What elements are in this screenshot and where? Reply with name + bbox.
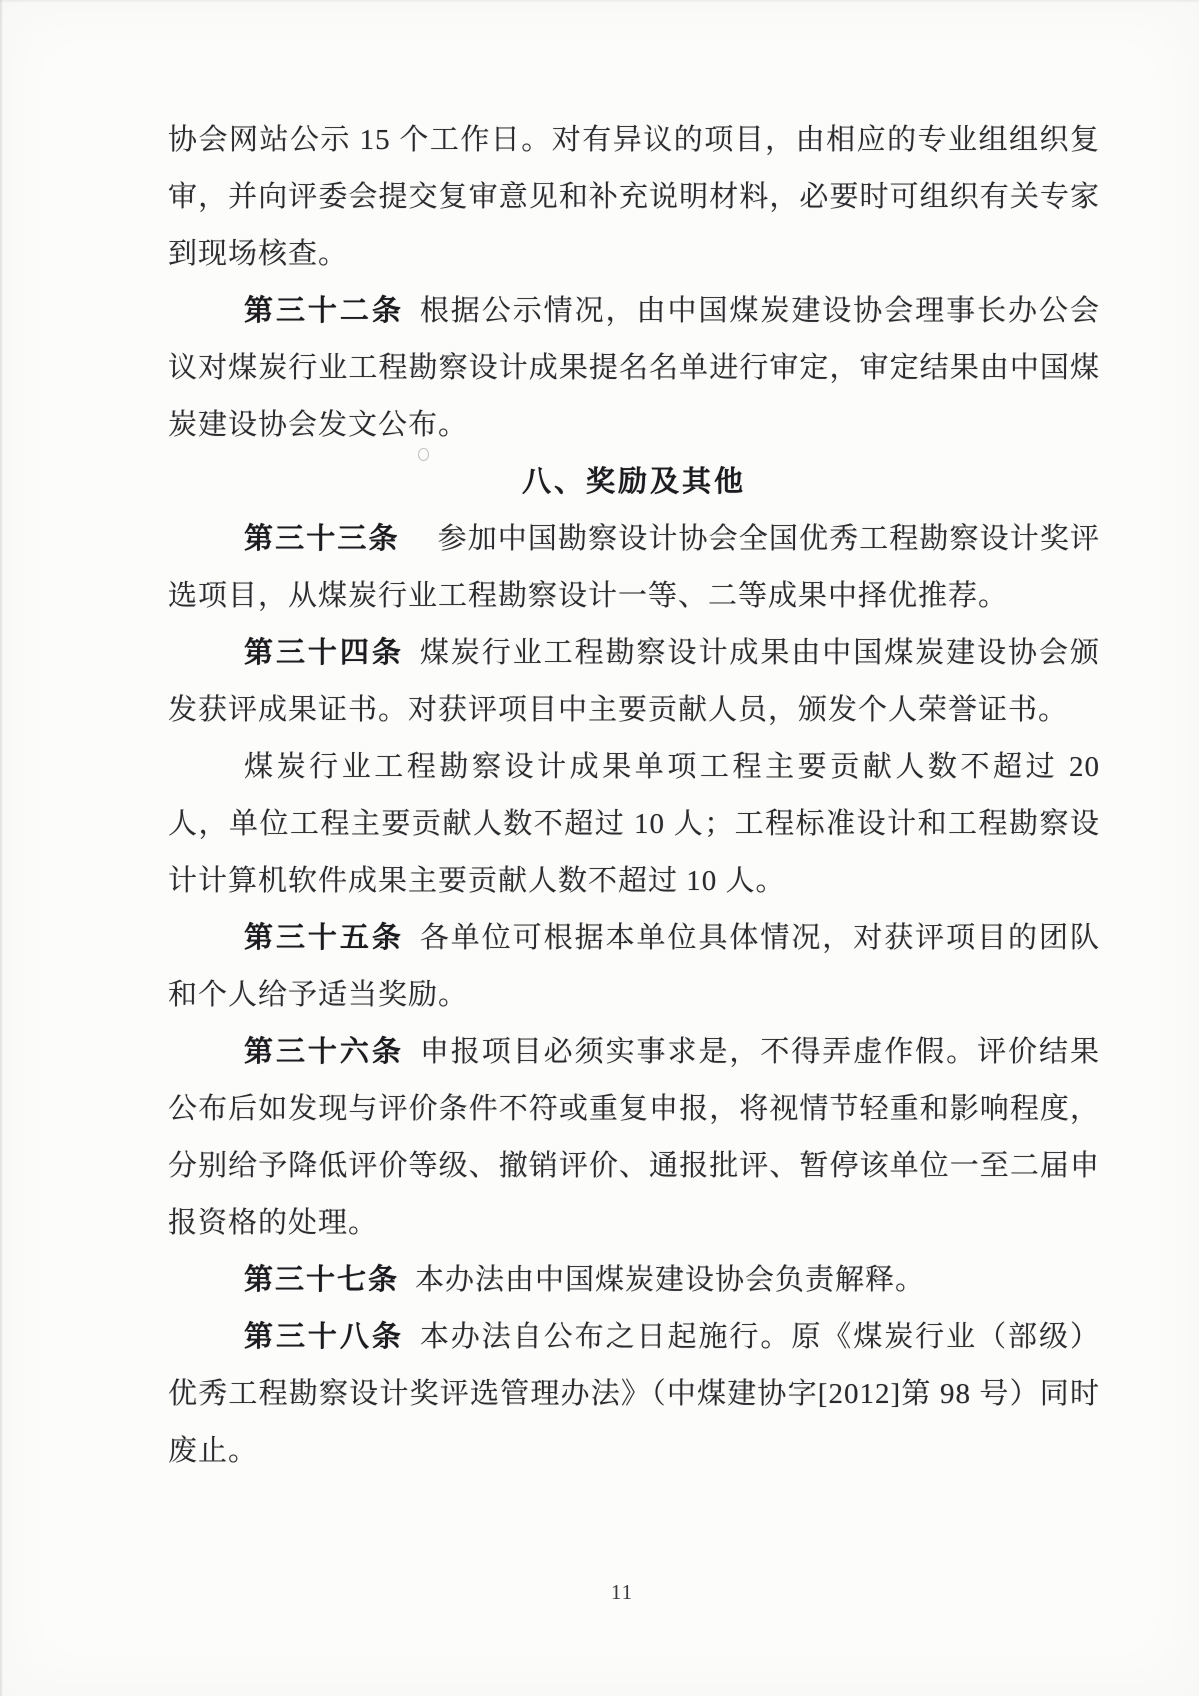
- page-number: 11: [610, 1580, 634, 1604]
- section-heading: 八、奖励及其他: [521, 466, 746, 498]
- paragraph: [168, 283, 1100, 454]
- article-number: 第三十八条: [244, 1321, 404, 1353]
- paragraph: [168, 739, 1100, 910]
- scan-artifact: [418, 448, 429, 461]
- article-number: 第三十二条: [244, 295, 404, 327]
- paragraph-text: 各单位可根据本单位具体情况，对获评项目的团队和个人给予适当奖励。: [168, 922, 1100, 1011]
- document-body: [168, 0, 1100, 1480]
- article-number: 第三十七条: [244, 1264, 400, 1296]
- article-number: 第三十四条: [244, 637, 404, 669]
- paragraph-text: 根据公示情况，由中国煤炭建设协会理事长办公会议对煤炭行业工程勘察设计成果提名名单进行审定，审定结果由中国煤炭建设协会发文公布。: [168, 295, 1100, 441]
- article-number: 第三十三条: [244, 523, 400, 555]
- paragraph-text: 煤炭行业工程勘察设计成果由中国煤炭建设协会颁发获评成果证书。对获评项目中主要贡献人员，颁发个人荣誉证书。: [168, 637, 1100, 726]
- paragraph-text: 申报项目必须实事求是，不得弄虚作假。评价结果公布后如发现与评价条件不符或重复申报，将视情节轻重和影响程度，分别给予降低评价等级、撤销评价、通报批评、暂停该单位一至二届申报资格的处理。: [168, 1036, 1100, 1239]
- paragraph-text: 参加中国勘察设计协会全国优秀工程勘察设计奖评选项目，从煤炭行业工程勘察设计一等、二等成果中择优推荐。: [168, 523, 1100, 612]
- article-number: 第三十五条: [244, 922, 404, 954]
- paragraph: [168, 1252, 1100, 1309]
- paragraph: [168, 511, 1100, 625]
- paragraph: [168, 112, 1100, 283]
- paragraph-text: 本办法自公布之日起施行。原《煤炭行业（部级）优秀工程勘察设计奖评选管理办法》（中煤建协字[2012]第 98 号）同时废止。: [168, 1321, 1100, 1467]
- paragraph: [168, 910, 1100, 1024]
- paragraph-text: 煤炭行业工程勘察设计成果单项工程主要贡献人数不超过 20 人，单位工程主要贡献人数不超过 10 人；工程标准设计和工程勘察设计计算机软件成果主要贡献人数不超过 10 人。: [168, 751, 1100, 897]
- paragraph-text: 协会网站公示 15 个工作日。对有异议的项目，由相应的专业组组织复审，并向评委会提交复审意见和补充说明材料，必要时可组织有关专家到现场核查。: [168, 124, 1100, 270]
- paragraph: [168, 1309, 1100, 1480]
- paragraph: [168, 625, 1100, 739]
- article-number: 第三十六条: [244, 1036, 404, 1068]
- paragraph-text: 本办法由中国煤炭建设协会负责解释。: [415, 1264, 926, 1296]
- paragraph: [168, 1024, 1100, 1252]
